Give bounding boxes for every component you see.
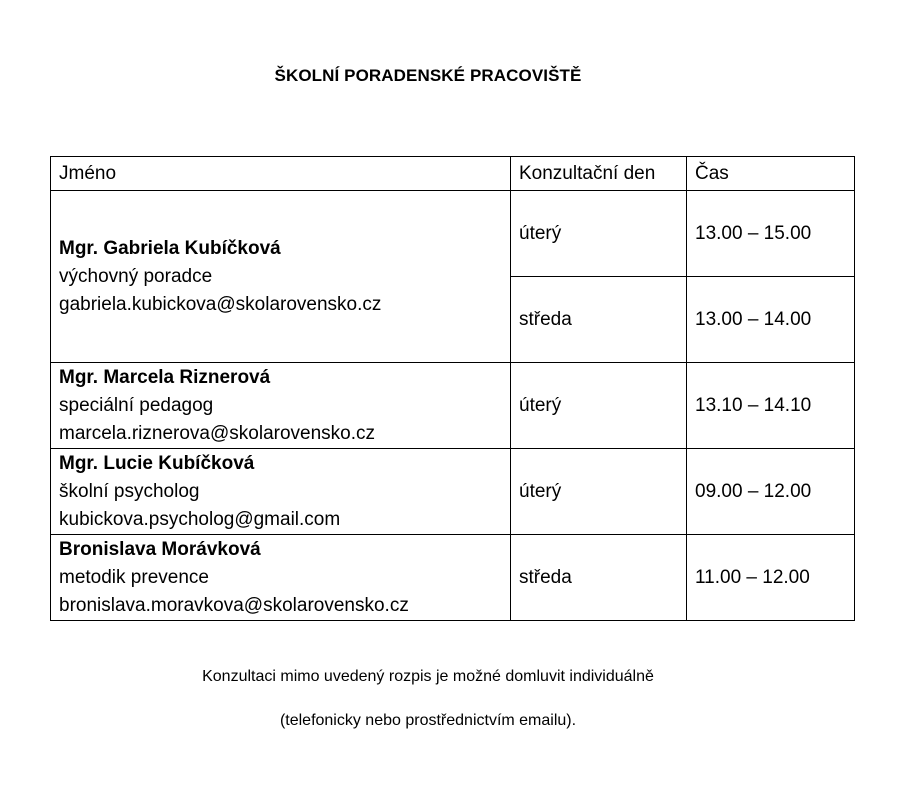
consultation-day: úterý: [511, 363, 687, 449]
person-cell: [51, 363, 511, 449]
consultation-table: [50, 156, 855, 621]
person-cell: [51, 191, 511, 363]
person-email: marcela.riznerova@skolarovensko.cz: [59, 422, 376, 444]
table-row: [51, 363, 855, 449]
person-email: bronislava.moravkova@skolarovensko.cz: [59, 594, 409, 616]
person-email: gabriela.kubickova@skolarovensko.cz: [59, 293, 382, 315]
person-role: výchovný poradce: [59, 265, 213, 287]
person-cell: [51, 449, 511, 535]
consultation-time: 13.00 – 14.00: [687, 277, 855, 363]
consultation-day: středa: [511, 277, 687, 363]
table-row: [51, 535, 855, 621]
column-header-day: Konzultační den: [511, 157, 687, 191]
table-row: [51, 191, 855, 277]
consultation-time: 13.10 – 14.10: [687, 363, 855, 449]
person-role: školní psycholog: [59, 480, 200, 502]
person-name: Mgr. Lucie Kubíčková: [59, 452, 255, 474]
consultation-day: úterý: [511, 449, 687, 535]
person-email: kubickova.psycholog@gmail.com: [59, 508, 341, 530]
column-header-time: Čas: [687, 157, 855, 191]
column-header-name: Jméno: [51, 157, 511, 191]
table-header-row: [51, 157, 855, 191]
note-line-2: (telefonicky nebo prostřednictvím emailu).: [279, 712, 577, 729]
table-row: [51, 449, 855, 535]
consultation-day: úterý: [511, 191, 687, 277]
person-name: Mgr. Gabriela Kubíčková: [59, 237, 281, 259]
person-role: metodik prevence: [59, 566, 209, 588]
person-role: speciální pedagog: [59, 394, 214, 416]
consultation-time: 13.00 – 15.00: [687, 191, 855, 277]
page-title: ŠKOLNÍ PORADENSKÉ PRACOVIŠTĚ: [274, 66, 582, 85]
consultation-time: 11.00 – 12.00: [687, 535, 855, 621]
person-cell: [51, 535, 511, 621]
consultation-day: středa: [511, 535, 687, 621]
person-name: Bronislava Morávková: [59, 538, 261, 560]
person-name: Mgr. Marcela Riznerová: [59, 366, 271, 388]
note-line-1: Konzultaci mimo uvedený rozpis je možné domluvit individuálně: [202, 668, 654, 685]
consultation-time: 09.00 – 12.00: [687, 449, 855, 535]
